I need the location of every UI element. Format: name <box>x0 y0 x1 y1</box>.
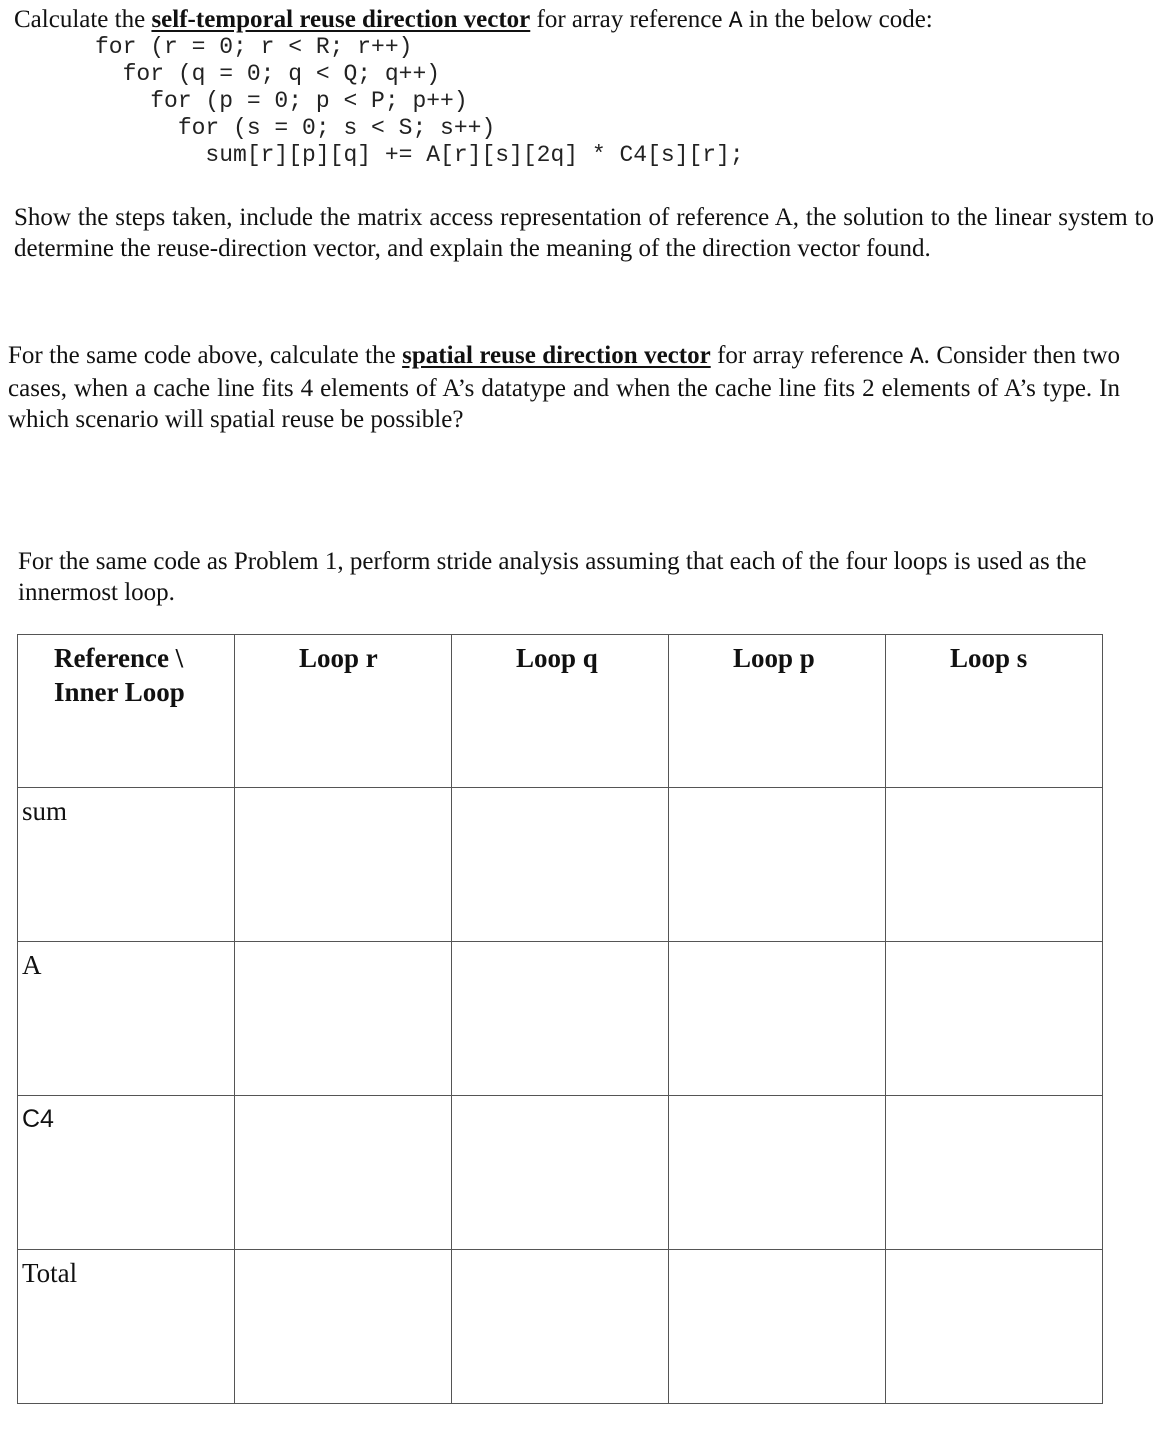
table-row-c4 <box>18 1096 1103 1250</box>
row-label-a: A <box>18 942 235 1096</box>
cell-total-loop-p[interactable] <box>669 1250 886 1404</box>
question2-array-name: A <box>909 344 924 370</box>
table-row-a <box>18 942 1103 1096</box>
column-header-loop-s: Loop s <box>886 635 1103 788</box>
code-line-r: for (r = 0; r < R; r++) <box>95 34 413 60</box>
cell-a-loop-p[interactable] <box>669 942 886 1096</box>
column-header-loop-r: Loop r <box>235 635 452 788</box>
corner-header-line1: Reference \ <box>54 643 184 673</box>
question1-array-name: A <box>728 8 743 34</box>
question2-mid: for array reference <box>710 342 910 369</box>
cell-a-loop-s[interactable] <box>886 942 1103 1096</box>
question1-intro <box>14 4 1154 37</box>
question2-suffix: . Consider then two cases, when a cache line fits 4 elements of A’s datatype and when the cache line fits 2 elements of A’s type. In which scenario will spatial reuse be possible? <box>8 342 1120 433</box>
question1-instructions: Show the steps taken, include the matrix access representation of reference A, the solution to the linear system to determine the reuse-direction vector, and explain the meaning of the direction vector found. <box>14 204 1154 262</box>
question2-prefix: For the same code above, calculate the <box>8 342 403 369</box>
cell-c4-loop-s[interactable] <box>886 1096 1103 1250</box>
row-label-sum: sum <box>18 788 235 942</box>
table-row-total <box>18 1250 1103 1404</box>
cell-total-loop-s[interactable] <box>886 1250 1103 1404</box>
table-header-row <box>18 635 1103 788</box>
corner-header <box>18 635 235 788</box>
cell-sum-loop-q[interactable] <box>452 788 669 942</box>
question1-intro-prefix: Calculate the <box>14 6 152 33</box>
question1-intro-suffix: in the below code: <box>742 6 933 33</box>
loop-nest-code <box>95 34 744 169</box>
cell-c4-loop-r[interactable] <box>235 1096 452 1250</box>
code-line-s: for (s = 0; s < S; s++) <box>95 115 496 141</box>
column-header-loop-p: Loop p <box>669 635 886 788</box>
cell-sum-loop-p[interactable] <box>669 788 886 942</box>
cell-total-loop-q[interactable] <box>452 1250 669 1404</box>
cell-a-loop-r[interactable] <box>235 942 452 1096</box>
column-header-loop-q: Loop q <box>452 635 669 788</box>
table-row-sum <box>18 788 1103 942</box>
code-line-p: for (p = 0; p < P; p++) <box>95 88 468 114</box>
cell-sum-loop-s[interactable] <box>886 788 1103 942</box>
row-label-c4: C4 <box>18 1096 235 1250</box>
cell-a-loop-q[interactable] <box>452 942 669 1096</box>
cell-total-loop-r[interactable] <box>235 1250 452 1404</box>
spatial-reuse-term: spatial reuse direction vector <box>402 342 711 369</box>
row-label-total: Total <box>18 1250 235 1404</box>
question2-text <box>8 340 1120 435</box>
stride-analysis-table <box>17 634 1103 1404</box>
cell-c4-loop-q[interactable] <box>452 1096 669 1250</box>
cell-c4-loop-p[interactable] <box>669 1096 886 1250</box>
self-temporal-reuse-term: self-temporal reuse direction vector <box>151 6 531 33</box>
cell-sum-loop-r[interactable] <box>235 788 452 942</box>
question1-intro-mid: for array reference <box>530 6 729 33</box>
code-line-q: for (q = 0; q < Q; q++) <box>95 61 441 87</box>
code-line-body: sum[r][p][q] += A[r][s][2q] * C4[s][r]; <box>95 142 744 168</box>
corner-header-line2: Inner Loop <box>54 677 185 707</box>
question3-text: For the same code as Problem 1, perform stride analysis assuming that each of the four loops is used as the innermost loop. <box>18 548 1087 606</box>
